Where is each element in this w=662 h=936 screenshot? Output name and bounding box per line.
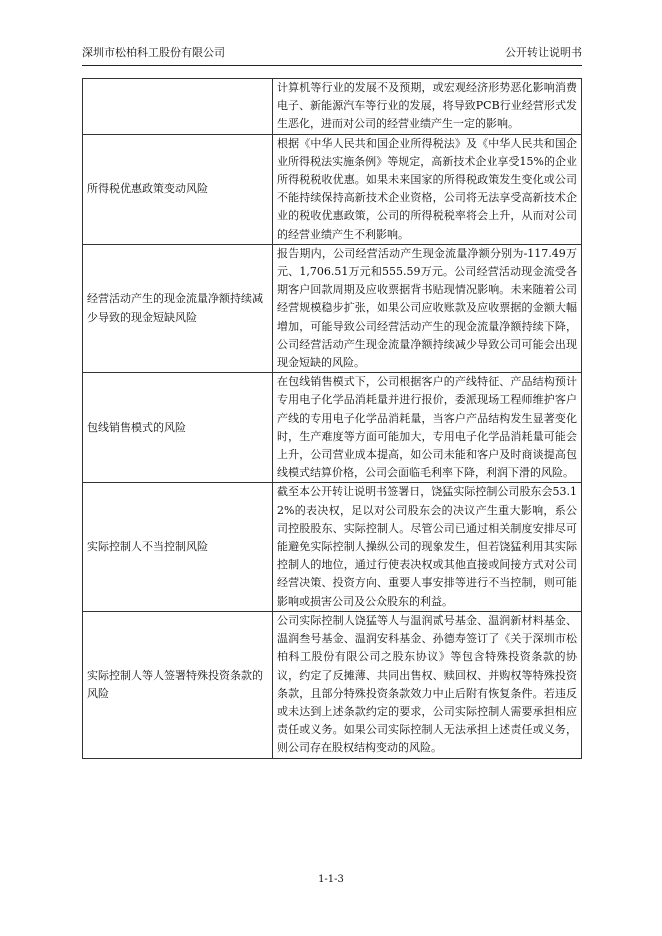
table-row — [83, 483, 582, 611]
table-row — [83, 373, 582, 483]
table-row — [83, 134, 582, 244]
risk-description: 在包线销售模式下，公司根据客户的产线特征、产品结构预计专用电子化学品消耗量并进行报价，委派现场工程师维护客户产线的专用电子化学品消耗量，当客户产品结构发生显著变化时，生产难度等方面可能加大，专用电子化学品消耗量可能会上升，公司营业成本提高，如公司未能和客户及时商谈提高包线模式结算价格，公司会面临毛利率下降，利润下滑的风险。 — [273, 373, 582, 483]
risk-name: 经营活动产生的现金流量净额持续减少导致的现金短缺风险 — [83, 244, 273, 372]
table-row — [83, 611, 582, 758]
risk-description: 截至本公开转让说明书签署日，饶猛实际控制公司股东会53.12%的表决权，足以对公司股东会的决议产生重大影响，系公司控股股东、实际控制人。尽管公司已通过相关制度安排尽可能避免实际控制人操纵公司的现象发生，但若饶猛利用其实际控制人的地位，通过行使表决权或其他直接或间接方式对公司经营决策、投资方向、重要人事安排等进行不当控制，则可能影响或损害公司及公众股东的利益。 — [273, 483, 582, 611]
table-row — [83, 244, 582, 372]
risk-description: 报告期内，公司经营活动产生现金流量净额分别为-117.49万元、1,706.51万元和555.59万元。公司经营活动现金流受各期客户回款周期及应收票据背书贴现情况影响。未来随着公司经营规模稳步扩张，如果公司应收账款及应收票据的金额大幅增加，可能导致公司经营活动产生的现金流量净额持续下降，公司经营活动产生现金流量净额持续减少导致公司可能会出现现金短缺的风险。 — [273, 244, 582, 372]
risk-description: 根据《中华人民共和国企业所得税法》及《中华人民共和国企业所得税法实施条例》等规定，高新技术企业享受15%的企业所得税税收优惠。如果未来国家的所得税政策发生变化或公司不能持续保持高新技术企业资格，公司将无法享受高新技术企业的税收优惠政策，公司的所得税税率将会上升，从而对公司的经营业绩产生不利影响。 — [273, 134, 582, 244]
risk-name — [83, 79, 273, 135]
page-number: 1-1-3 — [318, 874, 344, 885]
risk-description: 公司实际控制人饶猛等人与温润贰号基金、温润新材料基金、温润叁号基金、温润安科基金、孙德寿签订了《关于深圳市松柏科工股份有限公司之股东协议》等包含特殊投资条款的协议，约定了反摊薄、共同出售权、赎回权、并购权等特殊投资条款，且部分特殊投资条款效力中止后附有恢复条件。若违反或未达到上述条款约定的要求，公司实际控制人需要承担相应责任或义务。如果公司实际控制人无法承担上述责任或义务，则公司存在股权结构变动的风险。 — [273, 611, 582, 758]
table-row — [83, 79, 582, 135]
header-company: 深圳市松柏科工股份有限公司 — [82, 46, 225, 59]
risk-name: 实际控制人不当控制风险 — [83, 483, 273, 611]
risk-name: 所得税优惠政策变动风险 — [83, 134, 273, 244]
risk-description: 计算机等行业的发展不及预期，或宏观经济形势恶化影响消费电子、新能源汽车等行业的发展，将导致PCB行业经营形式发生恶化，进而对公司的经营业绩产生一定的影响。 — [273, 79, 582, 135]
risk-name: 包线销售模式的风险 — [83, 373, 273, 483]
header-doc-title: 公开转让说明书 — [505, 46, 582, 59]
risk-table — [82, 78, 582, 759]
header-rule — [82, 65, 582, 66]
risk-name: 实际控制人等人签署特殊投资条款的风险 — [83, 611, 273, 758]
page-header — [82, 44, 582, 62]
